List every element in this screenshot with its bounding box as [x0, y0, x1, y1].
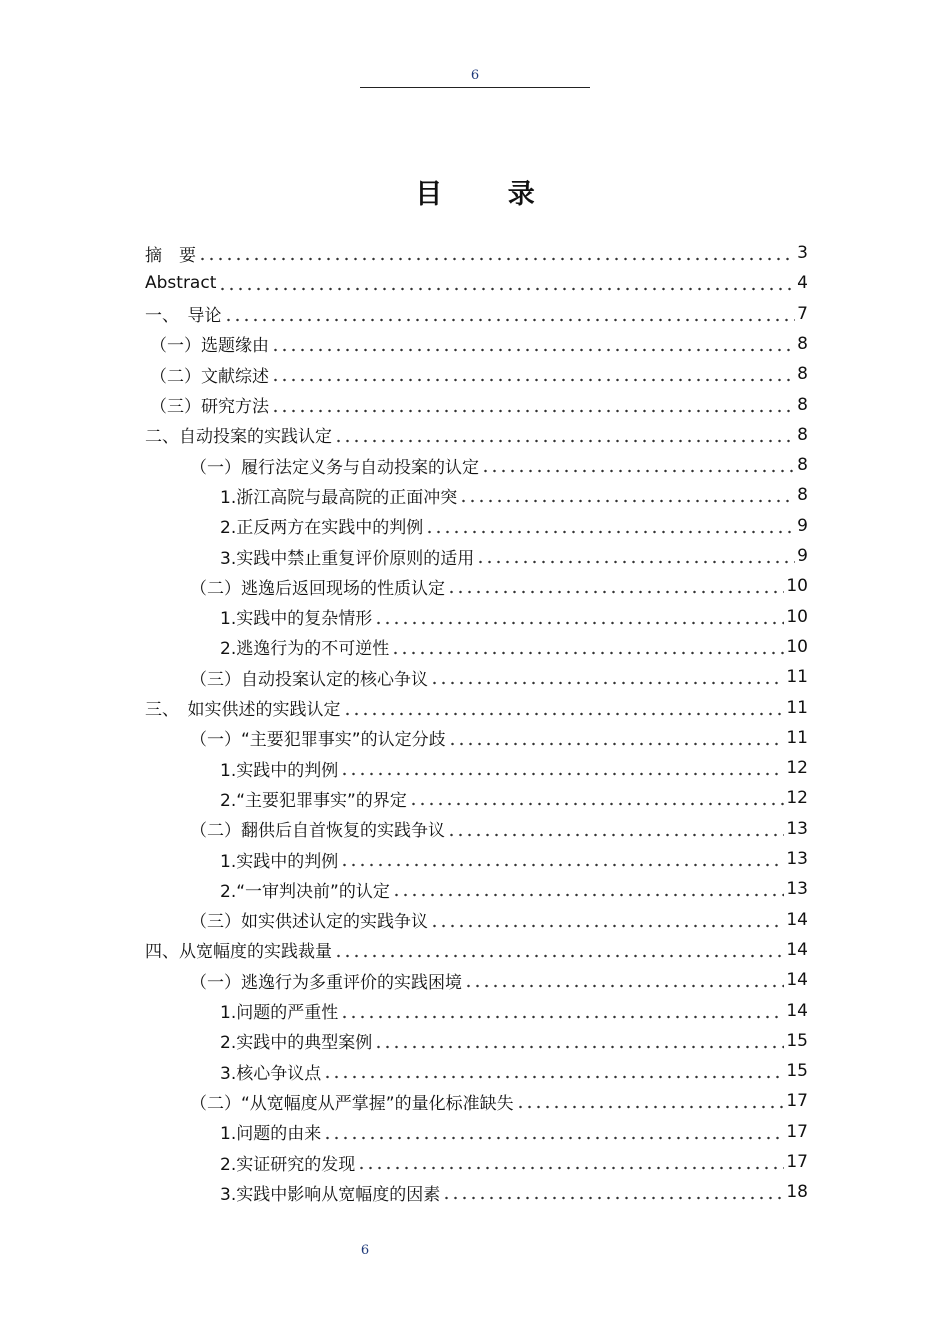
- toc-entry-page: 9: [797, 546, 808, 566]
- toc-dot-leader: [516, 1105, 785, 1109]
- toc-entry-page: 12: [786, 758, 808, 779]
- toc-dot-leader: [271, 409, 795, 413]
- toc-entry[interactable]: [220, 1056, 808, 1086]
- toc-entry-label: （一）逃逸行为多重评价的实践困境: [190, 972, 462, 993]
- toc-entry[interactable]: [220, 1026, 808, 1056]
- toc-dot-leader: [224, 318, 796, 322]
- toc-entry[interactable]: [145, 238, 808, 268]
- toc-dot-leader: [218, 287, 795, 291]
- toc-entry[interactable]: [190, 723, 808, 753]
- toc-entry-page: 10: [786, 576, 808, 597]
- toc-entry-label: 四、从宽幅度的实践裁量: [145, 942, 332, 963]
- toc-dot-leader: [357, 1166, 784, 1170]
- toc-entry-label: 2.实证研究的发现: [220, 1154, 356, 1175]
- toc-dot-leader: [340, 1015, 784, 1019]
- toc-entry-page: 8: [797, 333, 808, 354]
- toc-dot-leader: [481, 469, 795, 473]
- toc-dot-leader: [340, 863, 784, 867]
- toc-entry-page: 17: [786, 1121, 808, 1142]
- toc-entry[interactable]: [150, 329, 808, 359]
- toc-dot-leader: [447, 833, 784, 837]
- toc-entry-label: 2.实践中的典型案例: [220, 1033, 373, 1054]
- toc-entry-page: 8: [797, 394, 808, 415]
- toc-entry-page: 14: [786, 970, 808, 991]
- toc-dot-leader: [430, 924, 784, 928]
- toc-entry-label: 一、 导论: [145, 306, 222, 327]
- toc-entry[interactable]: [220, 1147, 808, 1177]
- toc-dot-leader: [430, 681, 784, 685]
- page-title: 目 录: [415, 179, 563, 210]
- toc-entry[interactable]: [220, 511, 808, 541]
- toc-entry-page: 17: [786, 1152, 808, 1172]
- toc-entry-page: 14: [786, 909, 808, 930]
- toc-entry-label: （二）“从宽幅度从严掌握”的量化标准缺失: [190, 1093, 514, 1114]
- toc-entry-label: 1.实践中的复杂情形: [220, 609, 373, 630]
- toc-dot-leader: [271, 378, 795, 382]
- toc-entry-page: 15: [786, 1030, 808, 1051]
- toc-entry[interactable]: [220, 844, 808, 874]
- toc-entry[interactable]: [220, 996, 808, 1026]
- toc-entry-page: 7: [797, 303, 808, 324]
- toc-entry-page: 12: [786, 788, 808, 809]
- footer-page-number: 6: [360, 1243, 370, 1258]
- toc-entry-label: （三）自动投案认定的核心争议: [190, 669, 428, 690]
- toc-entry-page: 11: [786, 667, 808, 688]
- toc-entry-page: 11: [786, 697, 808, 718]
- toc-entry-label: 2.逃逸行为的不可逆性: [220, 639, 390, 660]
- toc-entry-page: 17: [786, 1091, 808, 1112]
- toc-dot-leader: [323, 1075, 784, 1079]
- toc-entry-label: 1.问题的由来: [220, 1124, 322, 1145]
- toc-entry-label: 1.浙江高院与最高院的正面冲突: [220, 487, 458, 508]
- toc-dot-leader: [459, 499, 795, 503]
- toc-dot-leader: [442, 1196, 784, 1200]
- toc-entry-label: Abstract: [145, 273, 217, 294]
- toc-entry-page: 4: [797, 273, 808, 294]
- toc-entry[interactable]: [145, 935, 808, 965]
- header-page-number: 6: [470, 68, 480, 83]
- toc-entry[interactable]: [220, 753, 808, 783]
- toc-entry-label: （三）研究方法: [150, 397, 269, 417]
- toc-dot-leader: [391, 651, 784, 655]
- toc-entry[interactable]: [190, 450, 808, 480]
- toc-entry[interactable]: [220, 783, 808, 813]
- toc-dot-leader: [425, 530, 795, 534]
- toc-entry[interactable]: [220, 480, 808, 510]
- toc-entry[interactable]: [220, 602, 808, 632]
- toc-dot-leader: [447, 590, 784, 594]
- toc-entry-label: 3.实践中禁止重复评价原则的适用: [220, 548, 475, 569]
- toc-entry-page: 11: [786, 727, 808, 748]
- toc-entry[interactable]: [190, 905, 808, 935]
- toc-entry-label: 1.实践中的判例: [220, 760, 339, 781]
- toc-entry[interactable]: [190, 571, 808, 601]
- toc-entry-page: 8: [797, 455, 808, 476]
- toc-entry-page: 8: [797, 424, 808, 445]
- toc-entry-label: （二）文献综述: [150, 366, 269, 387]
- toc-dot-leader: [334, 439, 795, 443]
- toc-dot-leader: [374, 621, 784, 625]
- toc-dot-leader: [409, 802, 785, 806]
- toc-dot-leader: [476, 560, 795, 564]
- toc-entry-label: 3.核心争议点: [220, 1063, 322, 1084]
- toc-dot-leader: [374, 1045, 784, 1049]
- toc-entry-page: 8: [797, 364, 808, 385]
- toc-entry[interactable]: [220, 1177, 808, 1207]
- toc-entry-label: （三）如实供述认定的实践争议: [190, 912, 428, 933]
- toc-dot-leader: [464, 984, 784, 988]
- toc-entry[interactable]: [145, 268, 808, 298]
- toc-entry-label: （二）翻供后自首恢复的实践争议: [190, 821, 445, 842]
- toc-entry[interactable]: [150, 359, 808, 389]
- toc-entry-label: 3.实践中影响从宽幅度的因素: [220, 1184, 441, 1205]
- toc-entry[interactable]: [220, 1117, 808, 1147]
- toc-entry-label: （二）逃逸后返回现场的性质认定: [190, 578, 445, 599]
- toc-entry[interactable]: [145, 420, 808, 450]
- toc-entry-page: 3: [797, 243, 808, 263]
- toc-dot-leader: [271, 348, 795, 352]
- toc-entry-label: 1.实践中的判例: [220, 851, 339, 872]
- toc-entry-label: 摘 要: [145, 245, 196, 266]
- toc-entry-page: 15: [786, 1061, 808, 1082]
- toc-entry[interactable]: [220, 632, 808, 662]
- toc-entry-label: 三、 如实供述的实践认定: [145, 700, 341, 720]
- toc-entry-label: 1.问题的严重性: [220, 1003, 339, 1023]
- toc-entry[interactable]: [150, 390, 808, 420]
- toc-entry-page: 10: [786, 636, 808, 657]
- toc-entry[interactable]: [220, 541, 808, 571]
- toc-entry-page: 8: [797, 485, 808, 506]
- toc-entry-label: （一）履行法定义务与自动投案的认定: [190, 457, 479, 478]
- toc-entry[interactable]: [145, 693, 808, 723]
- toc-entry[interactable]: [190, 965, 808, 995]
- toc-entry-label: （一）选题缘由: [150, 336, 269, 357]
- toc-entry-label: 2.正反两方在实践中的判例: [220, 518, 424, 539]
- toc-entry-label: （一）“主要犯罪事实”的认定分歧: [190, 730, 446, 751]
- toc-entry-label: 二、自动投案的实践认定: [145, 427, 332, 448]
- toc-entry[interactable]: [220, 874, 808, 904]
- toc-entry-page: 14: [786, 1000, 808, 1021]
- toc-entry[interactable]: [190, 662, 808, 692]
- toc-dot-leader: [340, 772, 784, 776]
- toc-dot-leader: [323, 1136, 784, 1140]
- toc-entry[interactable]: [190, 814, 808, 844]
- toc-entry[interactable]: [190, 1086, 808, 1116]
- toc-dot-leader: [448, 742, 785, 746]
- toc-entry-page: 14: [786, 939, 808, 960]
- toc-entry-page: 18: [786, 1182, 808, 1203]
- toc-entry-page: 13: [786, 849, 808, 869]
- toc-entry-label: 2.“主要犯罪事实”的界定: [220, 790, 407, 811]
- toc-entry-page: 13: [786, 879, 808, 900]
- toc-dot-leader: [343, 712, 785, 716]
- header-rule: [360, 87, 590, 88]
- toc-entry-page: 13: [786, 818, 808, 839]
- toc-entry-page: 9: [797, 515, 808, 536]
- toc-entry-page: 10: [786, 606, 808, 627]
- toc-dot-leader: [334, 954, 784, 958]
- toc-entry-label: 2.“一审判决前”的认定: [220, 881, 390, 902]
- toc-dot-leader: [392, 893, 785, 897]
- toc-entry[interactable]: [145, 299, 808, 329]
- toc-dot-leader: [198, 257, 795, 261]
